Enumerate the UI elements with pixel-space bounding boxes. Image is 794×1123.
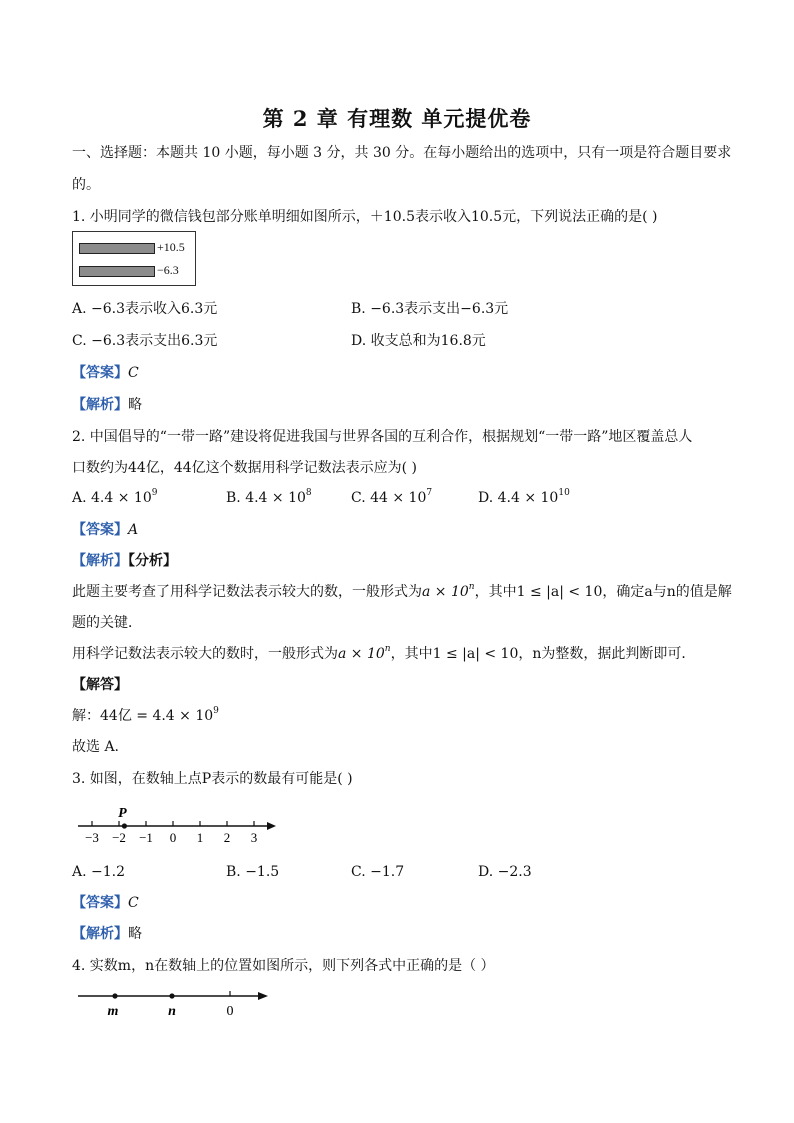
q1-option-d: D. 收支总和为16.8元 (351, 333, 486, 349)
label-zero: 0 (226, 1004, 234, 1019)
point-p-label: P (118, 806, 127, 821)
answer-label: 【答案】 (72, 895, 128, 911)
analysis-text: 略 (128, 397, 142, 413)
axis-arrow (258, 992, 268, 1000)
expense-bar (79, 266, 155, 277)
tick-label: −2 (112, 830, 126, 845)
q3-option-d: D. −2.3 (478, 864, 532, 880)
q1-option-c: C. −6.3表示支出6.3元 (72, 333, 218, 349)
answer-label: 【答案】 (72, 365, 128, 381)
q3-analysis (72, 924, 142, 944)
q1-bill-figure (72, 231, 196, 286)
answer-value: A (128, 522, 139, 538)
q1-option-b: B. −6.3表示支出−6.3元 (351, 301, 509, 317)
q2-analysis-text1: 此题主要考查了用科学记数法表示较大的数，一般形式为$a \times 10^n$，其中1 ≤ |a| < 10，确定a与n的值是解 (72, 582, 732, 600)
q3-option-b: B. −1.5 (226, 864, 280, 880)
q3-option-a: A. −1.2 (72, 864, 126, 880)
tick-label: 0 (169, 830, 177, 845)
tick-label: −1 (139, 830, 153, 845)
answer-value: C (128, 895, 139, 911)
expense-label: −6.3 (157, 263, 179, 277)
section-instruction-line1: 一、选择题：本题共 10 小题，每小题 3 分，共 30 分。在每小题给出的选项中，只有一项是符合题目要求 (72, 145, 732, 161)
q2-analysis-text3: 用科学记数法表示较大的数时，一般形式为$a \times 10^n$，其中1 ≤ |a| < 10，n为整数，据此判断即可． (72, 644, 696, 662)
q3-option-c: C. −1.7 (351, 864, 405, 880)
q2-option-d: D. $4.4 \times 10^{10}$ (478, 488, 570, 506)
analysis-text: 略 (128, 926, 142, 942)
q2-analysis-text2: 题的关键． (72, 615, 142, 631)
answer-label: 【答案】 (72, 522, 128, 538)
q2-option-c: C. $44 \times 10^7$ (351, 488, 433, 506)
q2-solution-label: 【解答】 (72, 677, 128, 693)
label-m: m (107, 1004, 119, 1019)
q2-option-a: A. $4.4 \times 10^9$ (72, 488, 158, 506)
income-bar (79, 243, 155, 254)
page-title: 第 2 章 有理数 单元提优卷 (262, 106, 532, 131)
q3-stem: 3. 如图，在数轴上点P表示的数最有可能是( ) (72, 771, 353, 787)
q1-analysis (72, 395, 142, 415)
point-m (112, 993, 117, 998)
section-instruction-line2: 的。 (72, 177, 100, 193)
q2-analysis-header (72, 551, 177, 571)
q1-stem: 1. 小明同学的微信钱包部分账单明细如图所示，＋10.5表示收入10.5元，下列说法正确的是( ) (72, 209, 658, 225)
q3-number-line (72, 800, 282, 850)
tick-label: 3 (250, 830, 258, 845)
q4-number-line (72, 984, 282, 1024)
q2-answer (72, 520, 138, 540)
income-label: +10.5 (157, 240, 185, 254)
analysis-label: 【解析】 (72, 926, 128, 942)
q2-conclusion: 故选 A. (72, 739, 120, 755)
analysis-sub-label: 【分析】 (128, 553, 177, 569)
label-n: n (168, 1004, 176, 1019)
q1-option-a: A. −6.3表示收入6.3元 (72, 301, 218, 317)
answer-value: C (128, 365, 139, 381)
tick-label: 1 (196, 830, 204, 845)
q2-option-b: B. $4.4 \times 10^8$ (226, 488, 312, 506)
analysis-label: 【解析】 (72, 553, 128, 569)
point-n (169, 993, 174, 998)
tick-label: 2 (223, 830, 231, 845)
analysis-label: 【解析】 (72, 397, 128, 413)
q2-stem-line2: 口数约为44亿，44亿这个数据用科学记数法表示应为( ) (72, 460, 418, 476)
axis-arrow (267, 822, 276, 830)
q3-answer (72, 893, 139, 913)
q2-solution: 解：44亿 = $4.4 \times 10^9$ (72, 706, 219, 724)
q4-stem: 4. 实数m，n在数轴上的位置如图所示，则下列各式中正确的是（ ） (72, 958, 495, 974)
q1-answer (72, 363, 139, 383)
q2-stem-line1: 2. 中国倡导的“一带一路”建设将促进我国与世界各国的互利合作，根据规划“一带一路”地区覆盖总人 (72, 429, 693, 445)
tick-label: −3 (85, 830, 99, 845)
point-p (122, 823, 127, 828)
